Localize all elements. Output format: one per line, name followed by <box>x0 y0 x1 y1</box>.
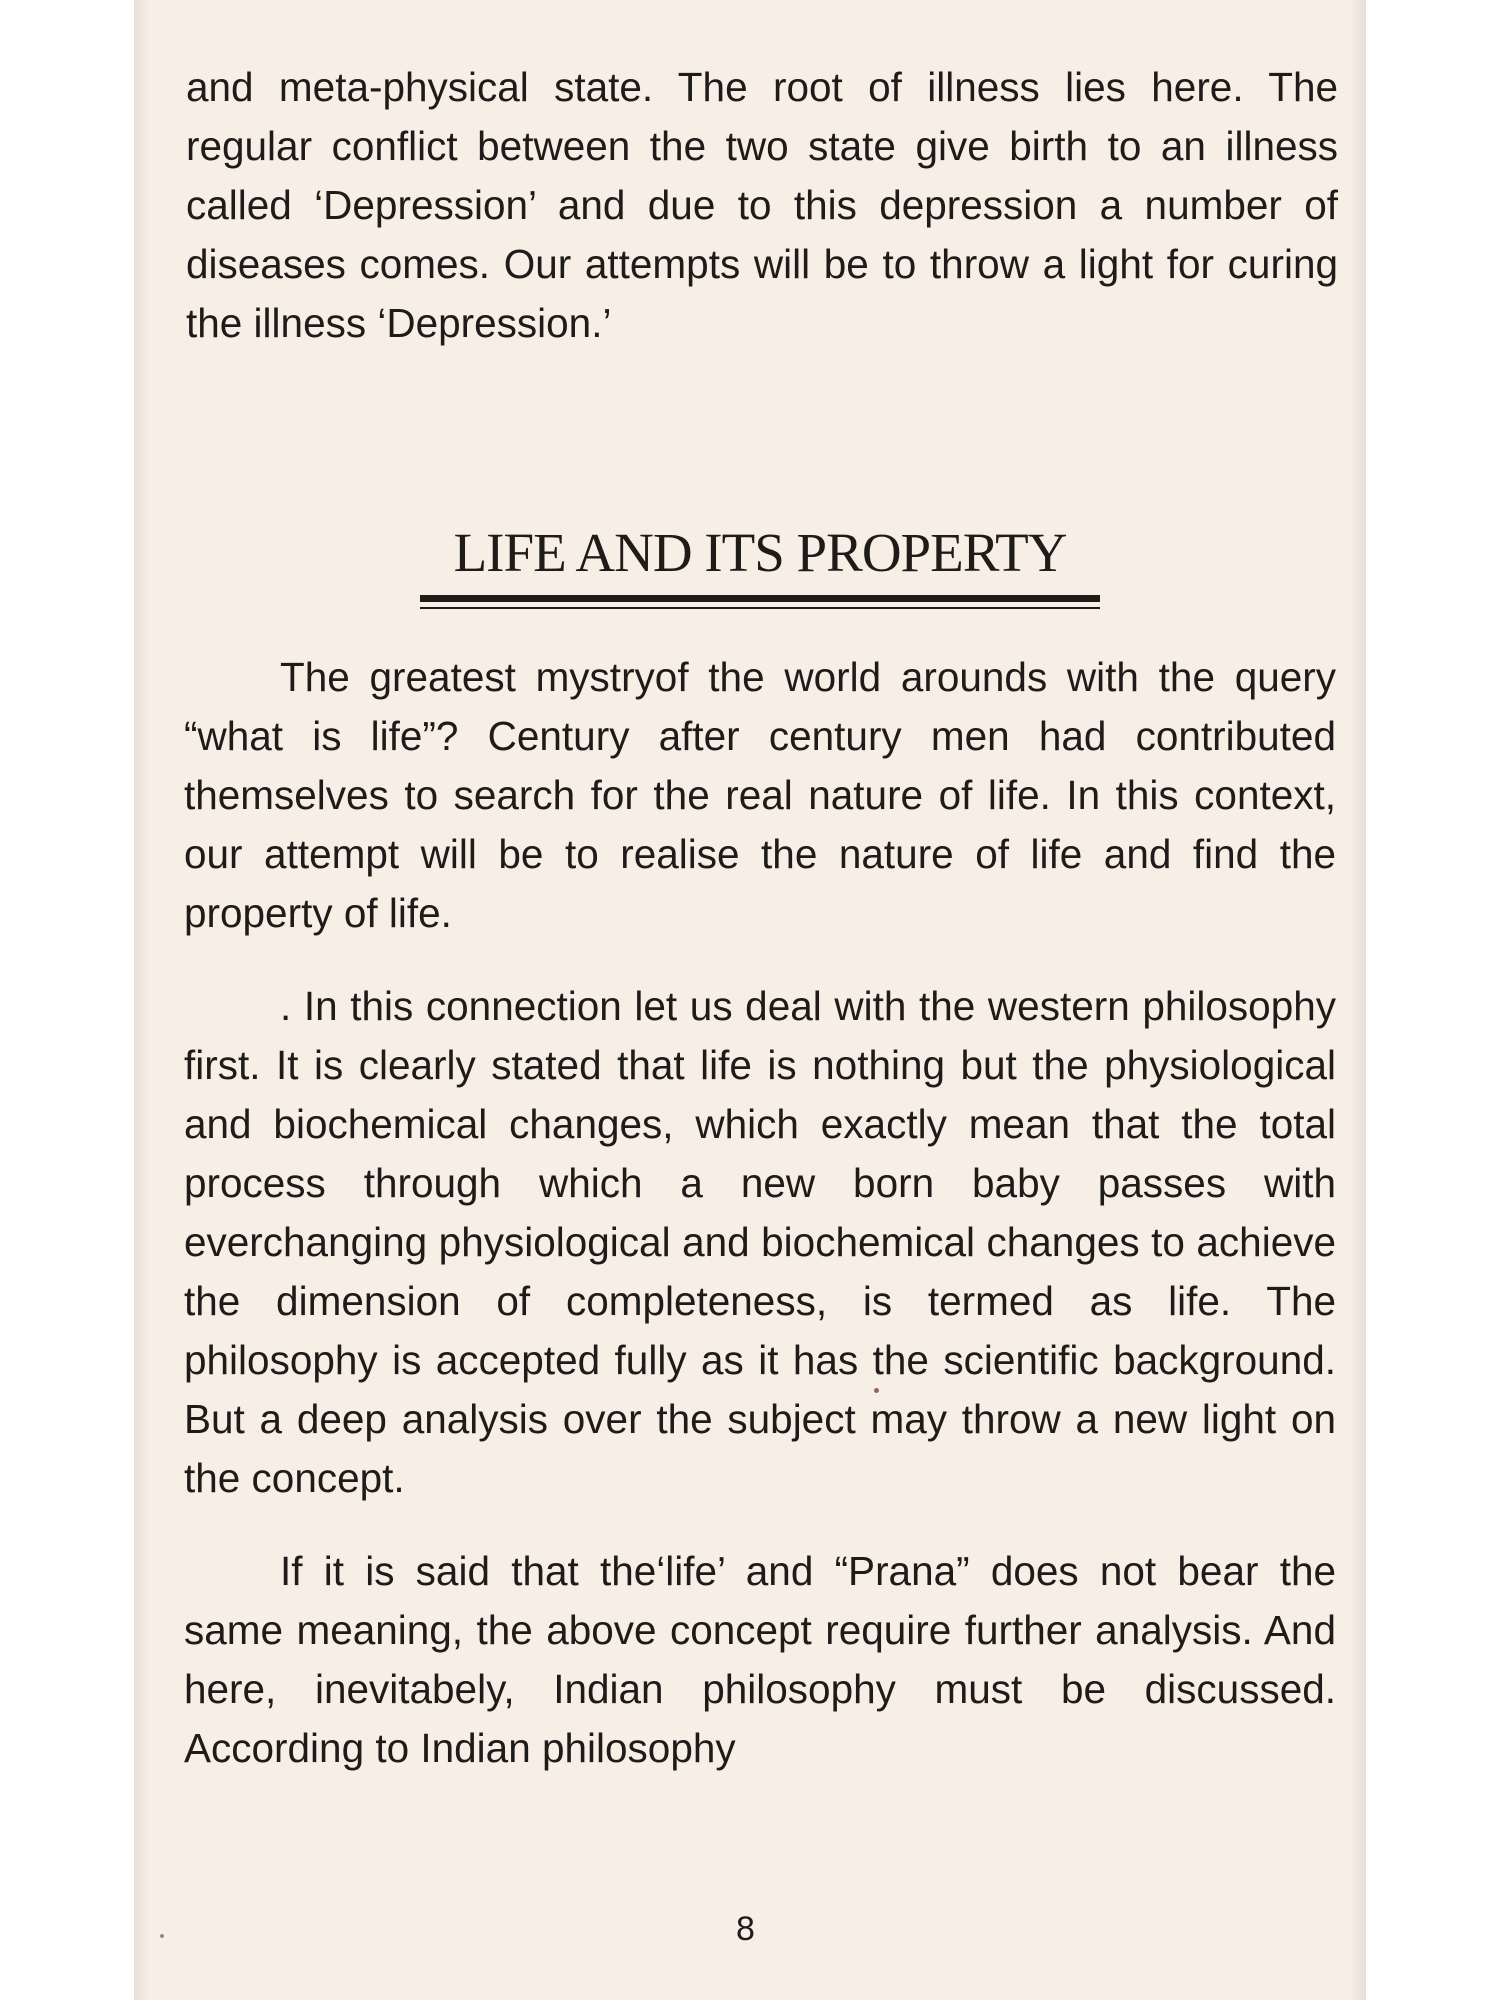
section-body <box>184 648 1336 1812</box>
page-right-edge <box>1350 0 1366 2000</box>
heading-underline-thin <box>420 607 1100 609</box>
body-paragraph-3: If it is said that the‘life’ and “Prana” does not bear the same meaning, the above concept require further analysis. And here, inevitabely, Indian philosophy must be discussed. According to Indian philosophy <box>184 1548 1336 1771</box>
body-paragraph-1: The greatest mystryof the world arounds with the query “what is life”? Century after century men had contributed themselves to search for the real nature of life. In this context, our attempt will be to realise the nature of life and find the property of life. <box>184 654 1336 936</box>
body-paragraph-2: . In this connection let us deal with the western philosophy first. It is clearly stated that life is nothing but the physiological and biochemical changes, which exactly mean that the total process through which a new born baby passes with everchanging physiological and biochemical changes to achieve the dimension of completeness, is termed as life. The philosophy is accepted fully as it has the scientific background. But a deep analysis over the subject may throw a new light on the concept. <box>184 983 1336 1501</box>
top-paragraph-block <box>186 58 1338 353</box>
page-number: 8 <box>736 1910 755 1948</box>
heading-underline-thick <box>420 595 1100 602</box>
section-heading <box>420 520 1100 609</box>
paper-speck <box>160 1934 164 1938</box>
paper-speck <box>874 1388 879 1393</box>
page-left-edge <box>134 0 150 2000</box>
section-heading-text: LIFE AND ITS PROPERTY <box>453 522 1067 583</box>
top-paragraph: and meta-physical state. The root of illness lies here. The regular conflict between the two state give birth to an illness called ‘Depression’ and due to this depression a number of diseases comes. Our attempts will be to throw a light for curing the illness ‘Depression.’ <box>186 64 1338 346</box>
